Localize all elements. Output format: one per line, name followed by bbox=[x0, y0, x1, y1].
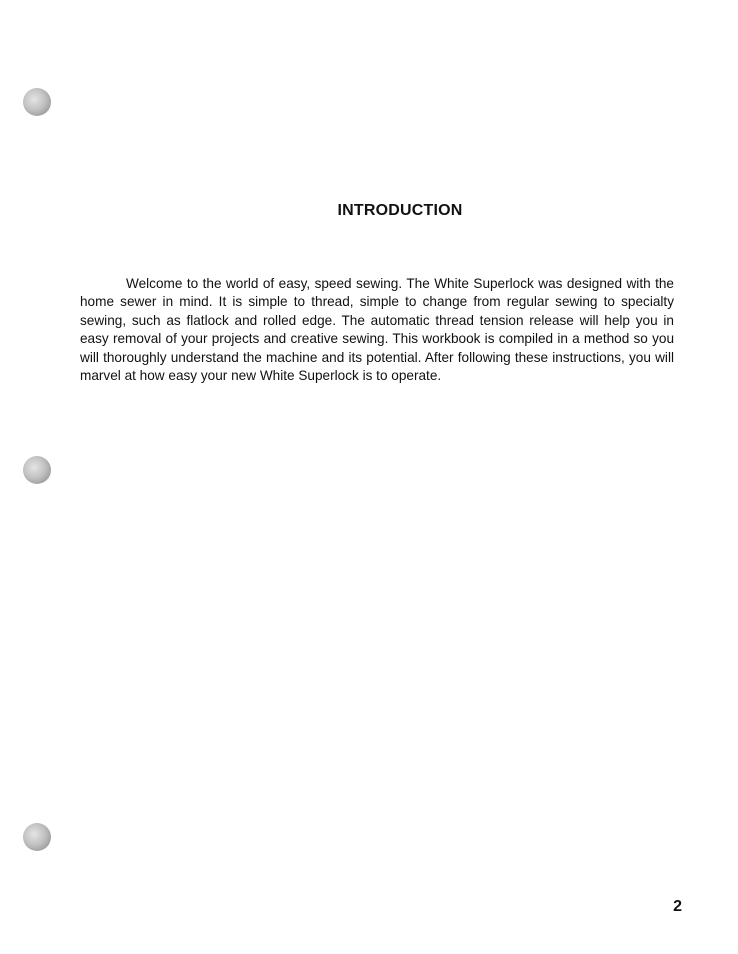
punch-hole-top bbox=[23, 88, 51, 116]
punch-hole-middle bbox=[23, 456, 51, 484]
introduction-paragraph: Welcome to the world of easy, speed sewing. The White Superlock was designed with the home sewer in mind. It is simple to thread, simple to change from regular sewing to specialty sewing, such as flatlock and rolled edge. The automatic thread tension release will help you in easy removal of your projects and creative sewing. This workbook is compiled in a method so you will thoroughly understand the machine and its potential. After following these instructions, you will marvel at how easy your new White Superlock is to operate. bbox=[80, 276, 674, 384]
punch-hole-bottom bbox=[23, 823, 51, 851]
page-number: 2 bbox=[673, 898, 682, 915]
page-title: INTRODUCTION bbox=[337, 202, 463, 219]
